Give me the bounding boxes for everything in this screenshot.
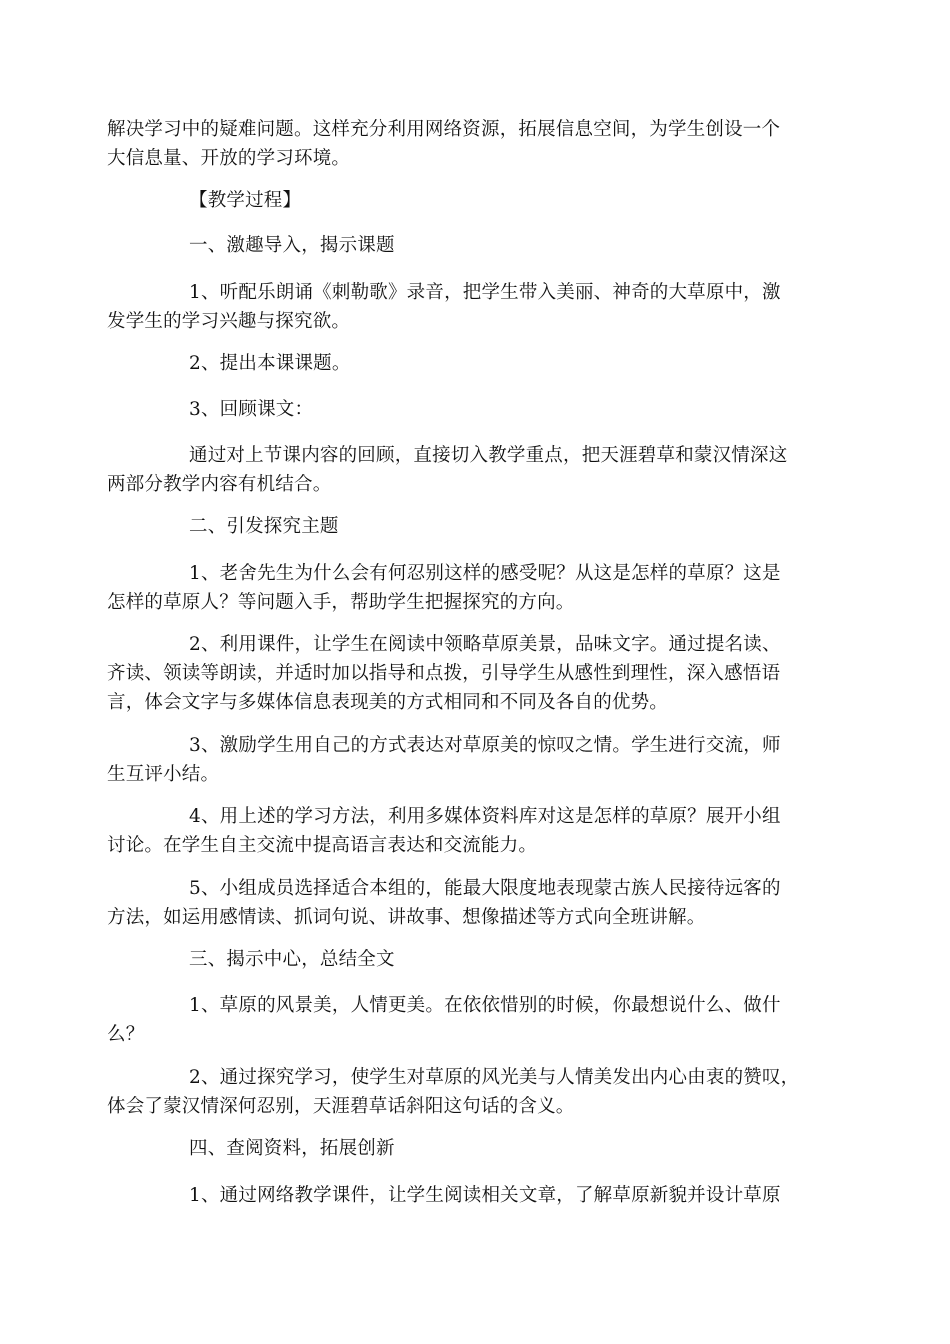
paragraph-2-2 xyxy=(107,630,842,717)
text-line: 发学生的学习兴趣与探究欲。 xyxy=(107,311,351,332)
text-line: 1、草原的风景美，人情更美。在依依惜别的时候，你最想说什么、做什 xyxy=(189,995,781,1016)
paragraph-4-1 xyxy=(107,1181,842,1210)
text-line: 3、回顾课文： xyxy=(189,399,314,420)
text-line: 生互评小结。 xyxy=(107,764,220,785)
text-line: 5、小组成员选择适合本组的，能最大限度地表现蒙古族人民接待远客的 xyxy=(189,878,781,899)
section-heading-teaching-process xyxy=(107,186,842,215)
text-line: 2、通过探究学习，使学生对草原的风光美与人情美发出内心由衷的赞叹， xyxy=(189,1067,800,1088)
paragraph-2-5 xyxy=(107,874,842,932)
text-line: 3、激励学生用自己的方式表达对草原美的惊叹之情。学生进行交流，师 xyxy=(189,735,781,756)
section-heading-4 xyxy=(107,1134,842,1163)
paragraph-1-3 xyxy=(107,395,842,424)
text-line: 1、老舍先生为什么会有何忍别这样的感受呢？从这是怎样的草原？这是 xyxy=(189,563,781,584)
paragraph-3-2 xyxy=(107,1063,842,1121)
text-line: 1、听配乐朗诵《刺勒歌》录音，把学生带入美丽、神奇的大草原中，激 xyxy=(189,282,781,303)
text-line: 言，体会文字与多媒体信息表现美的方式相同和不同及各自的优势。 xyxy=(107,692,669,713)
text-line: 体会了蒙汉情深何忍别，天涯碧草话斜阳这句话的含义。 xyxy=(107,1096,575,1117)
text-line: 讨论。在学生自主交流中提高语言表达和交流能力。 xyxy=(107,835,538,856)
paragraph-2-4 xyxy=(107,802,842,860)
paragraph-2-3 xyxy=(107,731,842,789)
text-line: 2、利用课件，让学生在阅读中领略草原美景，品味文字。通过提名读、 xyxy=(189,634,781,655)
section-heading-2 xyxy=(107,512,842,541)
paragraph-2-1 xyxy=(107,559,842,617)
section-heading-3 xyxy=(107,945,842,974)
text-line: 解决学习中的疑难问题。这样充分利用网络资源，拓展信息空间，为学生创设一个 xyxy=(107,119,781,140)
text-line: 通过对上节课内容的回顾，直接切入教学重点，把天涯碧草和蒙汉情深这 xyxy=(189,445,788,466)
text-line: 怎样的草原人？等问题入手，帮助学生把握探究的方向。 xyxy=(107,592,575,613)
paragraph-review xyxy=(107,441,842,499)
paragraph-1-2 xyxy=(107,349,842,378)
text-line: 四、查阅资料，拓展创新 xyxy=(189,1138,395,1159)
text-line: 2、提出本课课题。 xyxy=(189,353,351,374)
text-line: 三、揭示中心，总结全文 xyxy=(189,949,395,970)
text-line: 大信息量、开放的学习环境。 xyxy=(107,148,351,169)
text-line: 二、引发探究主题 xyxy=(189,516,339,537)
text-line: 一、激趣导入，揭示课题 xyxy=(189,235,395,256)
text-line: 么？ xyxy=(107,1024,145,1045)
paragraph-3-1 xyxy=(107,991,842,1049)
paragraph-1-1 xyxy=(107,278,842,336)
text-line: 【教学过程】 xyxy=(189,190,302,211)
text-line: 4、用上述的学习方法，利用多媒体资料库对这是怎样的草原？展开小组 xyxy=(189,806,781,827)
section-heading-1 xyxy=(107,231,842,260)
paragraph-intro-continuation xyxy=(107,115,842,173)
text-line: 1、通过网络教学课件，让学生阅读相关文章，了解草原新貌并设计草原 xyxy=(189,1185,781,1206)
text-line: 齐读、领读等朗读，并适时加以指导和点拨，引导学生从感性到理性，深入感悟语 xyxy=(107,663,781,684)
text-line: 两部分教学内容有机结合。 xyxy=(107,474,332,495)
text-line: 方法，如运用感情读、抓词句说、讲故事、想像描述等方式向全班讲解。 xyxy=(107,907,706,928)
